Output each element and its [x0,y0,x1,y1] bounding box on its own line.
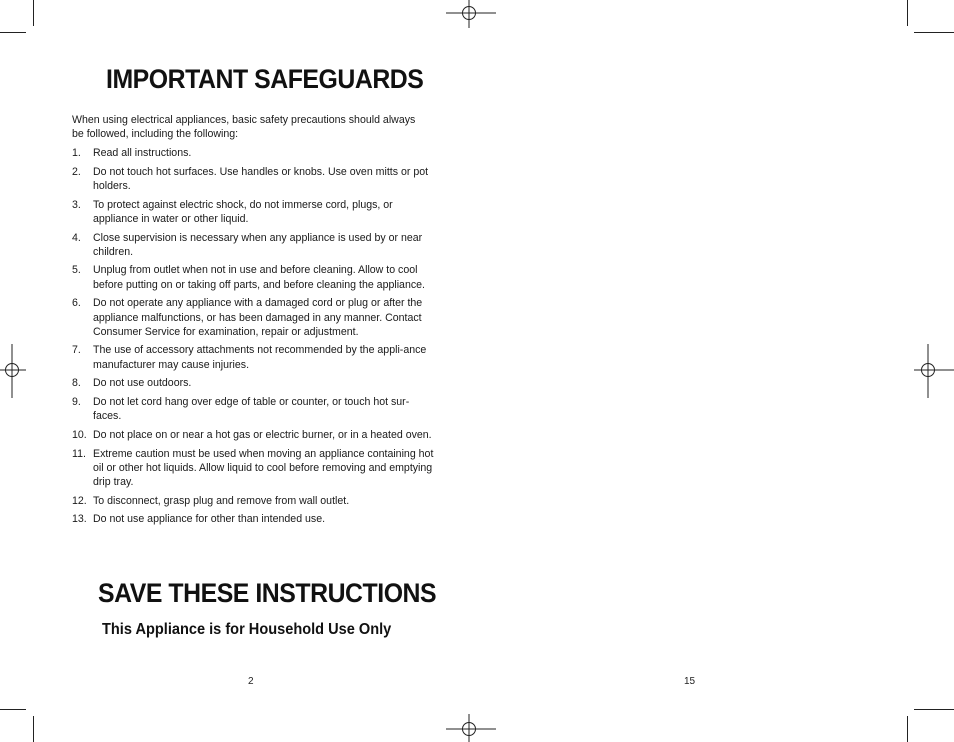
list-item [72,231,434,259]
list-item-number: 4. [72,231,81,244]
list-item-number: 3. [72,198,81,211]
list-item-text: Unplug from outlet when not in use and before cleaning. Allow to cool before putting on or taking off parts, and before cleaning the appliance. [93,264,425,291]
crop-mark [907,716,908,742]
list-item [72,198,434,226]
page-number-right: 15 [684,676,696,687]
crop-mark [0,32,26,33]
list-item-text: Extreme caution must be used when moving an appliance containing hot oil or other hot liquids. Allow liquid to cool before removing and emptying drip tray. [93,447,434,489]
registration-mark-icon [914,344,954,398]
list-item-text: Do not touch hot surfaces. Use handles or knobs. Use oven mitts or pot holders. [93,165,429,192]
list-item-text: Do not place on or near a hot gas or electric burner, or in a heated oven. [93,428,432,441]
crop-mark [914,709,954,710]
crop-mark [33,716,34,742]
registration-mark-icon [438,712,498,742]
list-item [72,376,434,390]
list-item-text: The use of accessory attachments not recommended by the appli-ance manufacturer may cause injuries. [93,344,427,371]
list-item [72,512,434,526]
crop-mark [33,0,34,26]
list-item [72,494,434,508]
crop-mark [914,32,954,33]
list-item [72,165,434,193]
list-item [72,447,434,490]
page-number-left: 2 [248,676,254,687]
list-item-number: 2. [72,165,81,178]
list-item-number: 12. [72,494,87,507]
list-item [72,146,434,160]
registration-mark-icon [0,344,30,398]
crop-mark [907,0,908,26]
list-item [72,343,434,371]
list-item [72,263,434,291]
registration-mark-icon [438,0,498,50]
list-item-number: 5. [72,264,81,277]
intro-paragraph: When using electrical appliances, basic safety precautions should always be followed, including the following: [72,114,416,141]
list-item [72,296,434,339]
save-instructions-heading: SAVE THESE INSTRUCTIONS [98,578,437,608]
list-item-text: Close supervision is necessary when any appliance is used by or near children. [93,231,423,258]
crop-mark [0,709,26,710]
list-item-number: 9. [72,396,81,409]
list-item-number: 6. [72,297,81,310]
list-item-text: To disconnect, grasp plug and remove from wall outlet. [93,494,350,507]
list-item-text: To protect against electric shock, do not immerse cord, plugs, or appliance in water or other liquid. [93,198,393,225]
list-item-number: 7. [72,344,81,357]
list-item-number: 10. [72,428,87,441]
safeguard-list [72,146,434,531]
list-item-text: Do not operate any appliance with a damaged cord or plug or after the appliance malfunctions, or has been damaged in any manner. Contact Consumer Service for examination, repair or adjustment. [93,297,423,338]
list-item-text: Do not use outdoors. [93,377,192,390]
page-title: IMPORTANT SAFEGUARDS [106,64,424,94]
list-item [72,428,434,442]
list-item-number: 11. [72,447,86,460]
household-use-subtitle: This Appliance is for Household Use Only [102,621,392,638]
list-item-text: Do not let cord hang over edge of table or counter, or touch hot sur-faces. [93,396,410,423]
list-item-text: Read all instructions. [93,147,192,159]
list-item-text: Do not use appliance for other than intended use. [93,513,326,526]
list-item-number: 8. [72,377,81,390]
list-item-number: 1. [72,147,81,159]
list-item [72,395,434,423]
list-item-number: 13. [72,513,87,526]
